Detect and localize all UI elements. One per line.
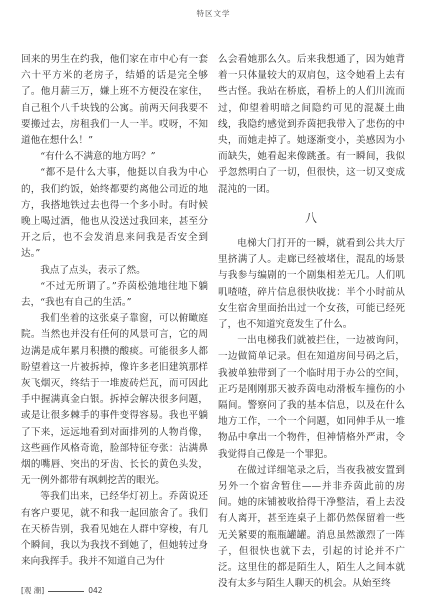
- paragraph: “有什么不满意的地方吗？”: [40, 151, 156, 163]
- paragraph: 我们坐着的这张桌子靠窗，可以俯瞰庭院。当然也并没有任何的风景可言，它的周边满是成年累月积攒的酸痰。可能很多人都盼望着这一片被拆掉，像许多老旧建筑那样灰飞烟灭，终结于一堆废砖烂瓦，而可因此手中握满真金白银。拆掉会解决很多问题，或是让很多棘手的事件变得容易。我也平躺了下来，远远地看到对面排列的人物肖像，这些画作风格奇诡，脸部特征夸张：沾满鼻烟的嘴唇、突出的牙齿、长长的黄色头发，无一例外都带有飒刺挖苦的眼光。: [21, 313, 208, 487]
- left-column: [21, 52, 208, 572]
- paragraph: 我点了点头，表示了然。: [40, 264, 146, 276]
- paragraph: 回来的男生在约我，他们家在市中心有一套六十平方米的老房子，结婚的话是完全够了。他月薪三万，嫌上班不方便没在家住，自己租个八千块钱的公寓。前两天问我要不要搬过去，房租我们一人一半。哎呀，不知道他在想什么！”: [21, 54, 208, 147]
- section-heading: 八: [304, 210, 318, 225]
- journal-header: 特区文学: [196, 9, 231, 18]
- footer-rule: [48, 591, 84, 592]
- page-number: 042: [88, 586, 103, 595]
- paragraph: 一出电梯我们就被拦住，一边被询问，一边做简单记录。但在知道房间号码之后，我被单独带到了一个临时用于办公的空间，正巧是刚刚那天被乔茵电动滑板车撞伤的小隔间。警察问了我的基本信息，以及在什么地方工作，一个一个问题，如同伸手从一堆物品中拿出一个物件，但神情格外严肃，令我觉得自己像是一个罪犯。: [218, 335, 405, 460]
- paragraph: 电梯大门打开的一瞬，就看到公共大厅里挤满了人。走廊已经被堵住，混乱的场景与我参与编剧的一个剧集相差无几。人们叽叽喳喳，碎片信息很快收拢：半个小时前从女生宿舍里面抬出过一个女孩，可能已经死了，也不知道究竟发生了什么。: [218, 238, 405, 331]
- paragraph: “都不是什么大事，他挺以自我为中心的，我们约饭，始终都要约离他公司近的地方，我搭地铁过去也得一个多小时。有时候晚上喝过酒，他也从没送过我回来，甚至分开之后，也不会发消息来问我是否安全到达。”: [21, 167, 208, 260]
- paragraph: 等我们出来，已经华灯初上。乔茵说还有客户要见，就不和我一起回旅舍了。我们在天桥告别，我看见她在人群中穿梭，有几个瞬间，我以为我找不到她了，但她转过身来向我挥手。我并不知道自己为什: [21, 491, 208, 568]
- right-column: [218, 52, 405, 590]
- page-footer: [21, 585, 103, 596]
- footer-section: [观 潮]: [21, 586, 45, 595]
- paragraph: 在做过详细笔录之后，当夜我被安置到另外一个宿舍暂住——并非乔茵此前的房间。她的床铺被收拾得干净整洁，看上去没有人离开，甚至连桌子上都仍然保留着一些无关紧要的瓶瓶罐罐。消息虽然激烈了一阵子，但很快也就下去，引起的讨论并不广泛。这里住的都是陌生人，陌生人之间本就没有太多与陌生人聊天的机会。从始至终: [218, 464, 405, 590]
- paragraph: “不过无所谓了。”乔茵松弛地往地下躺去，“我也有自己的生活。”: [21, 280, 208, 309]
- paragraph: 么会看她那么久。后来我想通了，因为她背着一只体量较大的双肩包，这令她看上去有些古怪。我站在桥底，看桥上的人们川流而过，仰望着明暗之间隐约可见的混凝土曲线，我隐约感觉到乔茵把我带入了悲伤的中央，而她走掉了。她逐渐变小，美感因为小而缺失，她看起来像跳蚤。有一瞬间，我似乎忽然明白了一切，但很快，这一切又变成混沌的一团。: [218, 54, 405, 195]
